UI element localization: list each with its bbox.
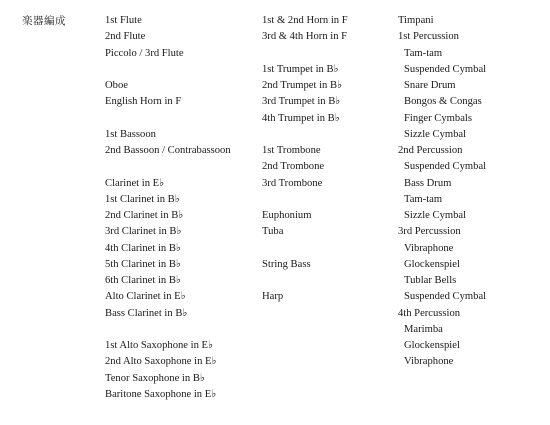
instrument-item: 3rd Trumpet in B♭ bbox=[262, 96, 341, 108]
instrument-item: Euphonium bbox=[262, 210, 312, 221]
instrument-item: 2nd Bassoon / Contrabassoon bbox=[105, 145, 231, 156]
instrument-subitem: Suspended Cymbal bbox=[404, 63, 487, 75]
instrument-subitem: Vibraphone bbox=[404, 356, 454, 368]
instrument-subitem: Snare Drum bbox=[404, 80, 456, 91]
instrument-item: 1st & 2nd Horn in F bbox=[262, 15, 348, 26]
instrument-item: 2nd Trombone bbox=[262, 161, 325, 173]
instrument-item: Harp bbox=[262, 291, 284, 303]
instrument-item: Clarinet in E♭ bbox=[105, 177, 165, 189]
instrument-item: 1st Alto Saxophone in E♭ bbox=[105, 340, 213, 351]
instrument-item: 6th Clarinet in B♭ bbox=[105, 275, 181, 286]
instrument-item: Alto Clarinet in E♭ bbox=[105, 291, 186, 303]
instrument-item: 3rd Trombone bbox=[262, 177, 323, 189]
instrument-item: English Horn in F bbox=[105, 96, 182, 108]
instrument-subitem: Bongos & Congas bbox=[404, 96, 482, 108]
instrument-item: 4th Trumpet in B♭ bbox=[262, 112, 340, 124]
instrument-subitem: Suspended Cymbal bbox=[404, 161, 487, 173]
instrument-subitem: Tam-tam bbox=[404, 193, 443, 205]
instrument-item: 1st Flute bbox=[105, 15, 142, 26]
instrument-item: 1st Clarinet in B♭ bbox=[105, 193, 180, 205]
instrument-subitem: Tam-tam bbox=[404, 47, 443, 59]
instrument-item: 3rd Percussion bbox=[398, 226, 461, 238]
instrument-item: 1st Trumpet in B♭ bbox=[262, 63, 339, 75]
instrument-item: Baritone Saxophone in E♭ bbox=[105, 388, 217, 400]
instrument-item: 1st Percussion bbox=[398, 31, 459, 43]
instrument-subitem: Bass Drum bbox=[404, 177, 452, 189]
instrument-subitem: Vibraphone bbox=[404, 242, 454, 254]
instrument-column-brass-strings bbox=[262, 13, 348, 306]
instrument-item: Timpani bbox=[398, 15, 434, 26]
spacer bbox=[262, 241, 348, 257]
instrument-item: Oboe bbox=[105, 80, 128, 91]
instrument-subitem: Finger Cymbals bbox=[404, 112, 472, 124]
spacer bbox=[105, 111, 231, 127]
instrument-column-woodwinds bbox=[105, 13, 231, 403]
instrument-item: Tenor Saxophone in B♭ bbox=[105, 372, 205, 384]
instrument-item: 4th Percussion bbox=[398, 307, 461, 319]
instrument-item: 2nd Alto Saxophone in E♭ bbox=[105, 356, 217, 368]
instrument-item: 5th Clarinet in B♭ bbox=[105, 258, 181, 270]
instrument-column-percussion bbox=[398, 13, 486, 371]
instrument-item: String Bass bbox=[262, 258, 311, 270]
spacer bbox=[105, 322, 231, 338]
spacer bbox=[262, 192, 348, 208]
instrument-subitem: Sizzle Cymbal bbox=[404, 128, 467, 140]
instrument-item: 3rd & 4th Horn in F bbox=[262, 31, 348, 43]
instrument-subitem: Suspended Cymbal bbox=[404, 291, 487, 303]
spacer bbox=[262, 46, 348, 62]
spacer bbox=[105, 62, 231, 78]
instrument-subitem: Glockenspiel bbox=[404, 258, 460, 270]
instrument-item: 1st Bassoon bbox=[105, 128, 156, 140]
instrument-item: 3rd Clarinet in B♭ bbox=[105, 226, 182, 238]
instrument-item: Piccolo / 3rd Flute bbox=[105, 47, 184, 59]
instrument-item: 2nd Trumpet in B♭ bbox=[262, 80, 343, 91]
page-heading: 楽器編成 bbox=[22, 15, 66, 27]
spacer bbox=[262, 273, 348, 289]
instrument-item: 2nd Clarinet in B♭ bbox=[105, 210, 184, 221]
instrument-item: 2nd Percussion bbox=[398, 145, 463, 156]
instrument-item: Bass Clarinet in B♭ bbox=[105, 307, 188, 319]
instrument-item: 4th Clarinet in B♭ bbox=[105, 242, 181, 254]
instrument-subitem: Glockenspiel bbox=[404, 340, 460, 351]
instrument-subitem: Marimba bbox=[404, 323, 443, 335]
spacer bbox=[105, 159, 231, 175]
instrument-subitem: Sizzle Cymbal bbox=[404, 210, 467, 221]
instrument-subitem: Tublar Bells bbox=[404, 275, 457, 286]
instrument-item: Tuba bbox=[262, 226, 284, 238]
spacer bbox=[262, 127, 348, 143]
instrument-item: 1st Trombone bbox=[262, 145, 321, 156]
instrument-item: 2nd Flute bbox=[105, 31, 146, 43]
